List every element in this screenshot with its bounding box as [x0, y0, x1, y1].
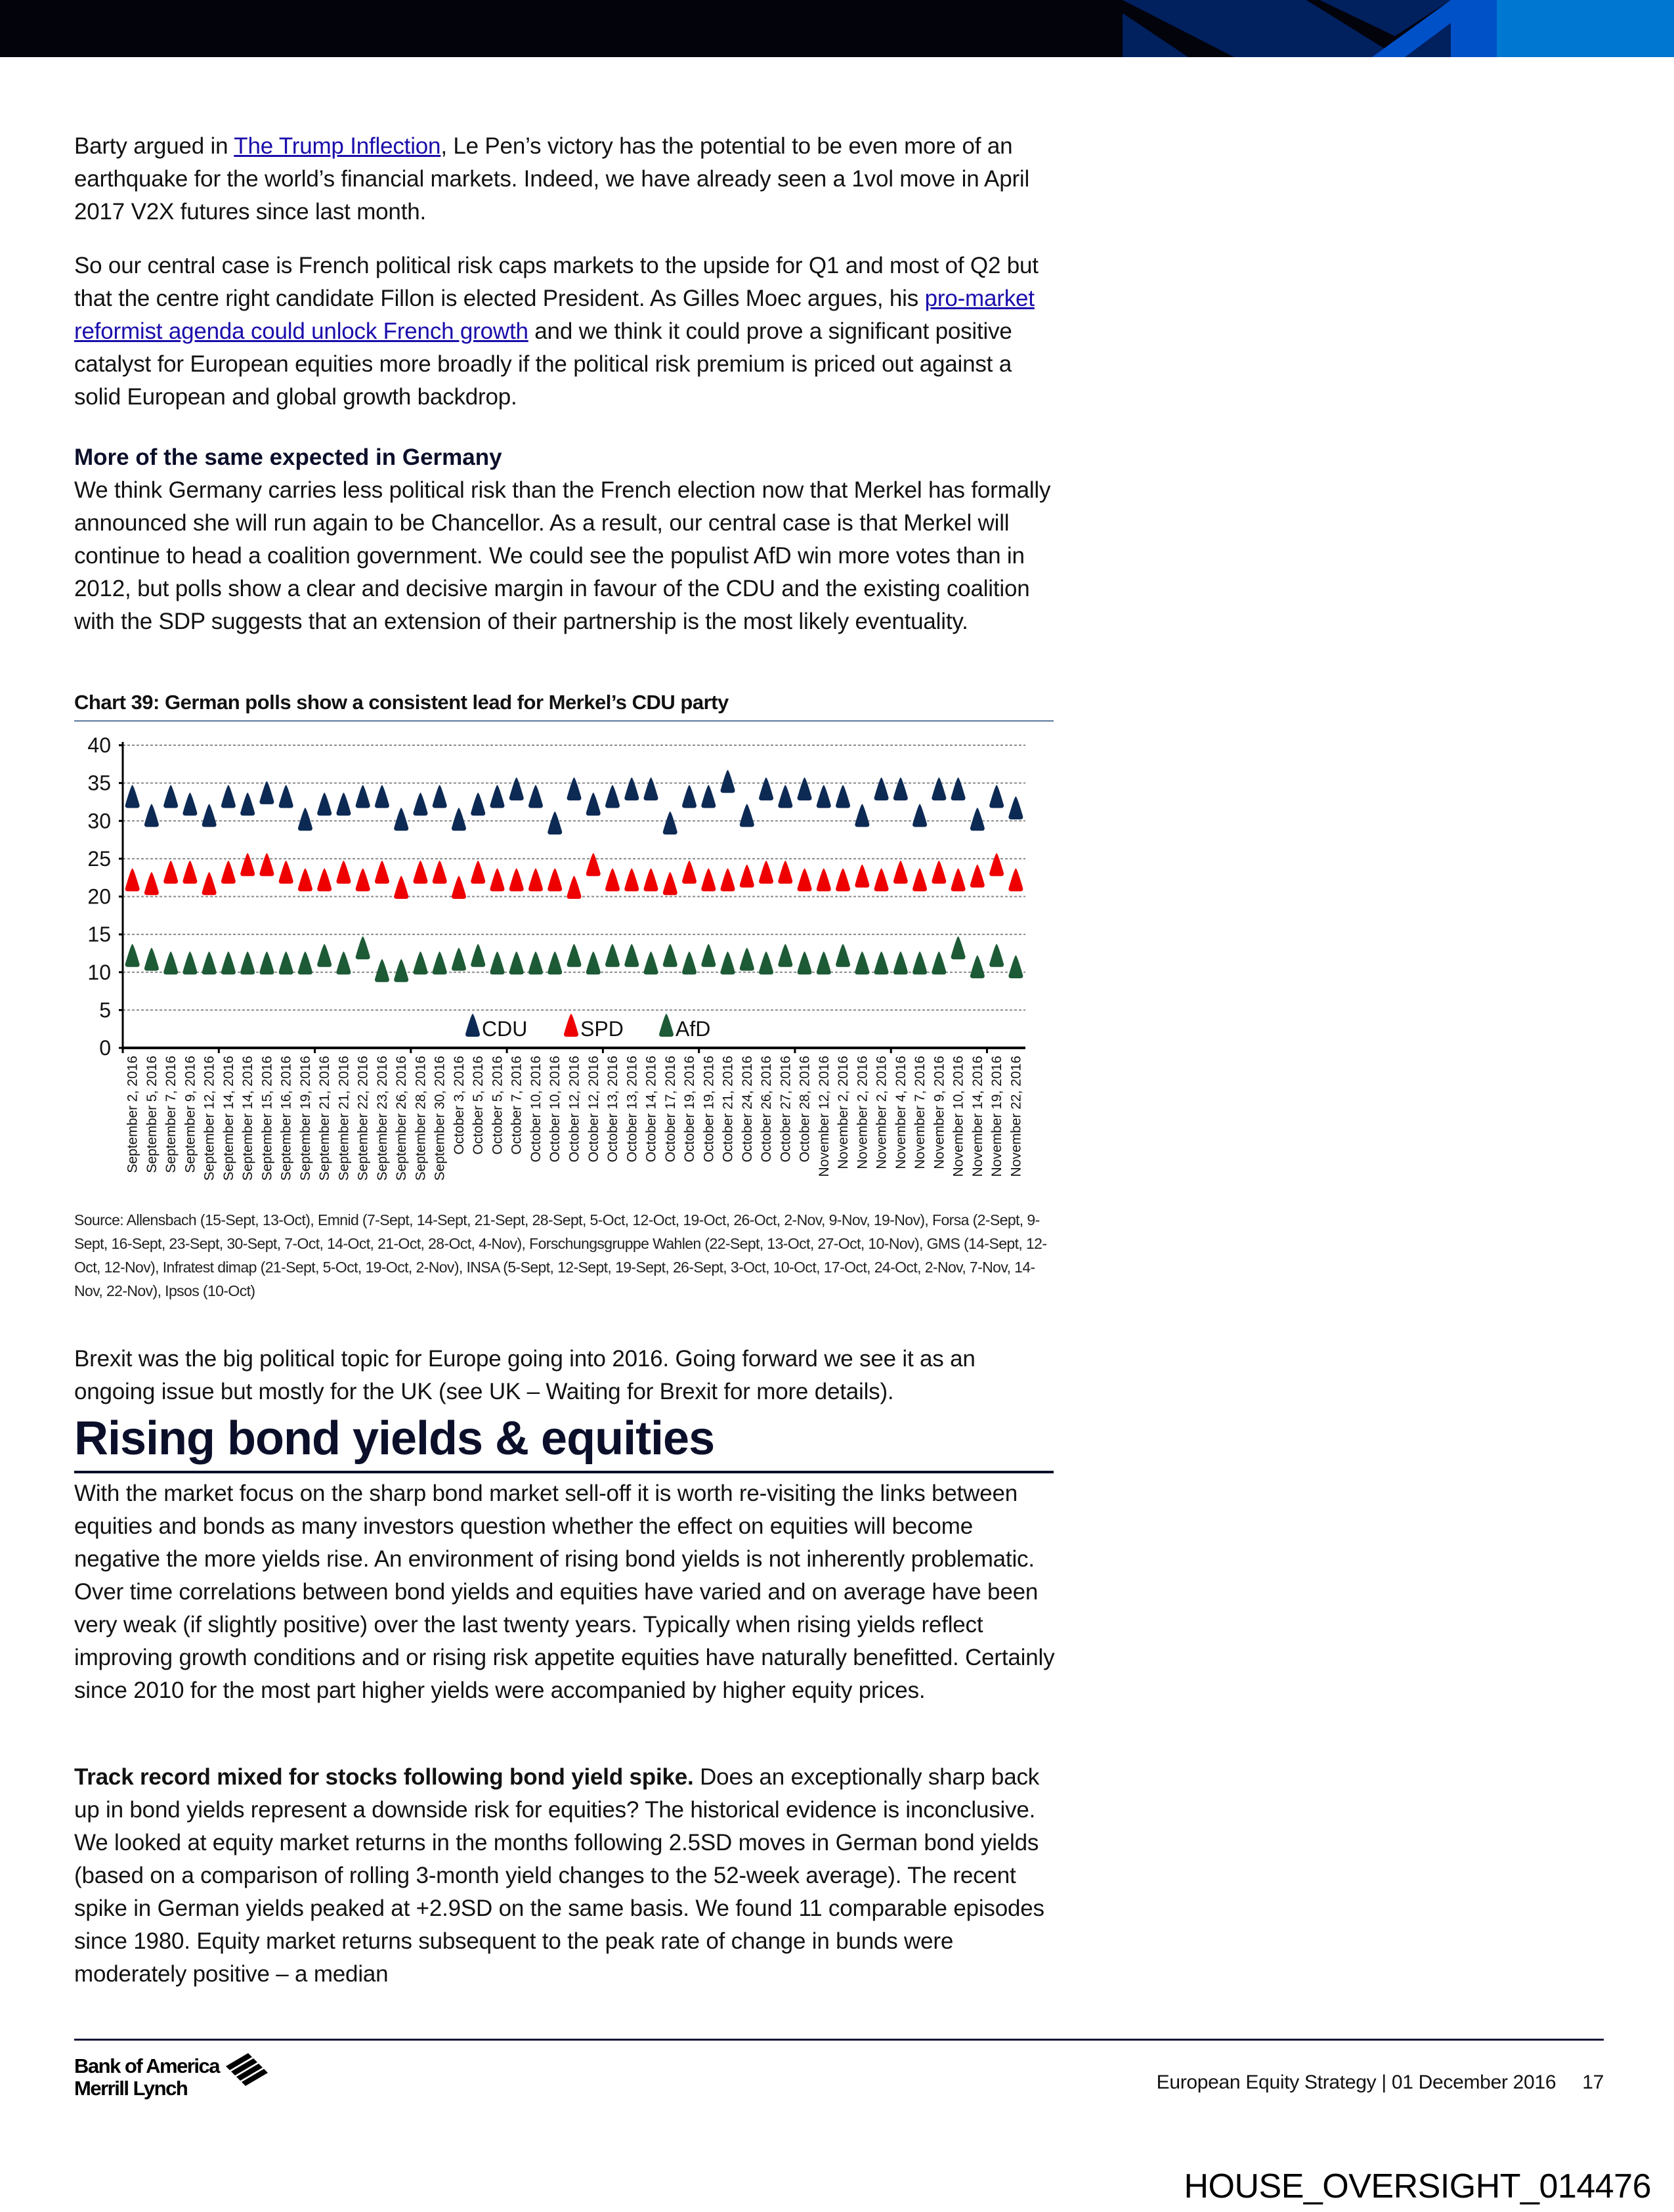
x-tick-label: October 10, 2016	[547, 1056, 563, 1163]
x-tick-label: September 21, 2016	[317, 1056, 333, 1181]
marker-afd	[356, 936, 370, 959]
marker-afd	[182, 951, 197, 974]
chart-source: Source: Allensbach (15-Sept, 13-Oct), Emnid (7-Sept, 14-Sept, 21-Sept, 28-Sept, 5-Oct, 12-Oct, 19-Oct, 26-Oct, 2-Nov, 9-Nov, 19-Nov), Forsa (2-Sept, 9-Sept, 16-Sept, 23-Sept, 30-Sept, 7-Oct, 14-Oct, 21-Oct, 28-Oct, 4-Nov), Forschungsgruppe Wahlen (22-Sept, 13-Oct, 27-Oct, 10-Nov), GMS (14-Sept, 12-Oct, 12-Nov), Infratest dimap (21-Sept, 5-Oct, 19-Oct, 2-Nov), INSA (5-Sept, 12-Sept, 19-Sept, 26-Sept, 3-Oct, 10-Oct, 17-Oct, 24-Oct, 2-Nov, 7-Nov, 14-Nov, 22-Nov), Ipsos (10-Oct)	[74, 1211, 1047, 1299]
marker-cdu	[644, 777, 658, 800]
marker-spd	[624, 868, 639, 891]
legend-label-cdu: CDU	[482, 1017, 528, 1041]
marker-cdu	[240, 792, 255, 815]
x-tick-label: November 22, 2016	[1008, 1056, 1024, 1177]
header-stripes-graphic	[0, 0, 1674, 57]
marker-cdu	[221, 785, 236, 808]
marker-afd	[240, 951, 255, 974]
marker-afd	[932, 951, 946, 974]
marker-spd	[144, 872, 159, 895]
marker-cdu	[163, 785, 178, 808]
marker-afd	[778, 944, 792, 967]
marker-spd	[182, 861, 197, 884]
marker-spd	[433, 861, 447, 884]
x-tick-label: September 7, 2016	[163, 1056, 179, 1173]
germany-section	[74, 441, 1059, 638]
marker-spd	[375, 861, 389, 884]
marker-cdu	[970, 808, 985, 831]
marker-cdu	[682, 785, 697, 808]
polls-chart	[66, 729, 1063, 1202]
header-bar	[0, 0, 1674, 57]
x-tick-label: October 14, 2016	[643, 1056, 659, 1163]
x-tick-label: October 13, 2016	[624, 1056, 640, 1163]
marker-spd	[817, 868, 831, 891]
germany-heading: More of the same expected in Germany	[74, 445, 502, 470]
marker-afd	[413, 951, 427, 974]
marker-cdu	[298, 808, 312, 831]
legend-marker-cdu	[465, 1014, 480, 1037]
marker-spd	[452, 876, 466, 899]
marker-afd	[567, 944, 582, 967]
section-title-rule	[74, 1471, 1054, 1473]
marker-spd	[912, 868, 927, 891]
marker-cdu	[547, 812, 562, 835]
x-tick-label: October 24, 2016	[739, 1056, 755, 1163]
germany-paragraph: We think Germany carries less political risk than the French election now that Merkel has formally announced she will run again to be Chancellor. As a result, our central case is that Merkel will continue to head a coalition government. We could see the populist AfD win more votes than in 2012, but polls show a clear and decisive margin in favour of the CDU and the existing coalition with the SDP suggests that an extension of their partnership is the most likely eventuality.	[74, 477, 1051, 634]
marker-spd	[221, 861, 236, 884]
marker-cdu	[1008, 796, 1023, 819]
x-tick-label: November 12, 2016	[816, 1056, 832, 1177]
bonds-lead-heading: Track record mixed for stocks following bond yield spike.	[74, 1764, 694, 1790]
bonds-paragraph-2	[74, 1761, 1059, 1991]
marker-afd	[798, 951, 812, 974]
marker-cdu	[989, 785, 1004, 808]
marker-afd	[144, 947, 159, 970]
marker-cdu	[125, 785, 140, 808]
marker-afd	[644, 951, 658, 974]
marker-cdu	[528, 785, 543, 808]
x-tick-label: September 5, 2016	[144, 1056, 160, 1173]
marker-afd	[394, 959, 408, 982]
marker-cdu	[356, 785, 370, 808]
paragraph-trump-inflection	[74, 130, 1059, 228]
x-tick-label: October 17, 2016	[662, 1056, 678, 1163]
x-tick-label: November 14, 2016	[970, 1056, 985, 1177]
x-tick-label: September 2, 2016	[125, 1056, 140, 1173]
y-tick-label: 10	[87, 960, 111, 984]
marker-spd	[586, 853, 601, 876]
marker-afd	[855, 951, 869, 974]
x-tick-label: October 19, 2016	[682, 1056, 698, 1163]
y-tick-label: 40	[87, 733, 111, 757]
x-tick-label: September 14, 2016	[240, 1056, 256, 1181]
marker-cdu	[912, 804, 927, 827]
x-tick-label: November 2, 2016	[874, 1056, 890, 1169]
x-tick-label: October 12, 2016	[586, 1056, 601, 1163]
x-tick-label: November 19, 2016	[989, 1056, 1005, 1177]
para2-text-post: and we think it could prove a significant positive catalyst for European equities more broadly if the political risk premium is priced out against a solid European and global growth backdrop.	[74, 318, 1012, 410]
y-tick-label: 20	[87, 884, 111, 909]
marker-afd	[721, 951, 735, 974]
marker-afd	[817, 951, 831, 974]
legend-label-afd: AfD	[676, 1017, 711, 1041]
marker-afd	[759, 951, 773, 974]
marker-spd	[798, 868, 812, 891]
marker-cdu	[721, 770, 735, 793]
x-tick-label: September 26, 2016	[394, 1056, 410, 1181]
report-name-date: European Equity Strategy | 01 December 2016	[1156, 2071, 1556, 2093]
bonds-text-1: With the market focus on the sharp bond market sell-off it is worth re-visiting the links between equities and bonds as many investors question whether the effect on equities will become negative the more yields rise. An environment of rising bond yields is not inherently problematic. Over time correlations between bond yields and equities have varied and on average have been very weak (if slightly positive) over the last twenty years. Typically when rising yields reflect improving growth conditions and or rising risk appetite equities have naturally benefitted. Certainly since 2010 for the most part higher yields were accompanied by higher equity prices.	[74, 1481, 1055, 1703]
marker-cdu	[855, 804, 869, 827]
x-tick-label: September 14, 2016	[221, 1056, 236, 1181]
marker-spd	[740, 865, 754, 888]
marker-afd	[547, 951, 562, 974]
y-tick-label: 30	[87, 809, 111, 833]
marker-afd	[912, 951, 927, 974]
marker-spd	[298, 868, 312, 891]
trump-inflection-link[interactable]: The Trump Inflection	[234, 133, 441, 159]
marker-afd	[259, 951, 274, 974]
marker-cdu	[817, 785, 831, 808]
chart-title-rule	[74, 720, 1054, 722]
marker-afd	[893, 951, 908, 974]
marker-spd	[163, 861, 178, 884]
marker-spd	[125, 868, 140, 891]
legend-label-spd: SPD	[580, 1017, 624, 1041]
marker-afd	[433, 951, 447, 974]
marker-afd	[663, 944, 677, 967]
marker-spd	[509, 868, 524, 891]
marker-cdu	[740, 804, 754, 827]
paragraph-central-case	[74, 249, 1059, 414]
marker-cdu	[394, 808, 408, 831]
marker-cdu	[202, 804, 217, 827]
section-title: Rising bond yields & equities	[74, 1412, 715, 1465]
marker-spd	[778, 861, 792, 884]
marker-afd	[509, 951, 524, 974]
marker-afd	[279, 951, 293, 974]
marker-cdu	[778, 785, 792, 808]
marker-afd	[874, 951, 889, 974]
flag-logo-icon	[222, 2052, 274, 2091]
marker-afd	[1008, 955, 1023, 978]
x-tick-label: November 2, 2016	[855, 1056, 870, 1169]
page-number: 17	[1582, 2071, 1604, 2093]
bonds-paragraph-1	[74, 1477, 1059, 1707]
marker-cdu	[586, 792, 601, 815]
bank-logo	[74, 2055, 219, 2100]
french-growth-link[interactable]: pro-market reformist agenda could unlock French growth	[74, 286, 1035, 344]
legend-marker-spd	[564, 1014, 578, 1037]
marker-spd	[893, 861, 908, 884]
para2-text-pre: So our central case is French political risk caps markets to the upside for Q1 and most of Q2 but that the centre right candidate Fillon is elected President. As Gilles Moec argues, his	[74, 253, 1039, 311]
y-tick-label: 35	[87, 771, 111, 795]
footer-report-info	[1157, 2071, 1604, 2094]
x-tick-label: September 19, 2016	[297, 1056, 313, 1181]
marker-spd	[932, 861, 946, 884]
bonds-text-2: Does an exceptionally sharp back up in bond yields represent a downside risk for equities? The historical evidence is inconclusive. We looked at equity market returns in the months following 2.5SD moves in German bond yields (based on a comparison of rolling 3-month yield changes to the 52-week average). The recent spike in German yields peaked at +2.9SD on the same basis. We found 11 comparable episodes since 1980. Equity market returns subsequent to the peak rate of change in bunds were moderately positive – a median	[74, 1764, 1044, 1987]
marker-spd	[490, 868, 504, 891]
marker-afd	[163, 951, 178, 974]
marker-spd	[317, 868, 332, 891]
marker-spd	[644, 868, 658, 891]
x-tick-label: November 7, 2016	[912, 1056, 928, 1169]
x-tick-label: October 12, 2016	[567, 1056, 582, 1163]
x-tick-label: November 4, 2016	[893, 1056, 909, 1169]
marker-cdu	[605, 785, 620, 808]
marker-cdu	[279, 785, 293, 808]
marker-spd	[701, 868, 716, 891]
marker-afd	[586, 951, 601, 974]
y-tick-label: 25	[87, 846, 111, 871]
marker-cdu	[471, 792, 485, 815]
marker-cdu	[259, 781, 274, 804]
x-tick-label: September 28, 2016	[413, 1056, 429, 1181]
marker-cdu	[893, 777, 908, 800]
marker-afd	[375, 959, 389, 982]
y-tick-label: 5	[99, 998, 111, 1022]
marker-afd	[452, 947, 466, 970]
marker-cdu	[452, 808, 466, 831]
marker-afd	[471, 944, 485, 967]
marker-spd	[759, 861, 773, 884]
marker-afd	[221, 951, 236, 974]
x-tick-label: November 10, 2016	[951, 1056, 966, 1177]
footer-rule	[74, 2039, 1604, 2041]
marker-afd	[336, 951, 351, 974]
legend-marker-afd	[659, 1014, 674, 1037]
marker-spd	[874, 868, 889, 891]
brexit-paragraph	[74, 1343, 1059, 1408]
marker-cdu	[951, 777, 966, 800]
x-tick-label: September 9, 2016	[182, 1056, 198, 1173]
marker-spd	[951, 868, 966, 891]
marker-spd	[259, 853, 274, 876]
x-tick-label: September 12, 2016	[202, 1056, 217, 1181]
marker-cdu	[490, 785, 504, 808]
marker-afd	[202, 951, 217, 974]
marker-spd	[989, 853, 1004, 876]
x-tick-label: October 26, 2016	[759, 1056, 775, 1163]
marker-afd	[682, 951, 697, 974]
marker-afd	[701, 944, 716, 967]
x-tick-label: September 23, 2016	[374, 1056, 390, 1181]
marker-spd	[1008, 868, 1023, 891]
marker-spd	[202, 872, 217, 895]
marker-spd	[336, 861, 351, 884]
marker-cdu	[567, 777, 582, 800]
marker-cdu	[624, 777, 639, 800]
marker-afd	[298, 951, 312, 974]
x-tick-label: October 7, 2016	[509, 1056, 525, 1155]
x-tick-label: November 9, 2016	[932, 1056, 947, 1169]
marker-cdu	[317, 792, 332, 815]
document-stamp: HOUSE_OVERSIGHT_014476	[1184, 2167, 1651, 2205]
marker-afd	[317, 944, 332, 967]
chart-title: Chart 39: German polls show a consistent lead for Merkel’s CDU party	[74, 691, 729, 714]
marker-spd	[855, 865, 869, 888]
x-tick-label: October 28, 2016	[797, 1056, 813, 1163]
x-tick-label: October 13, 2016	[605, 1056, 621, 1163]
logo-line-1: Bank of America	[74, 2054, 219, 2077]
marker-cdu	[701, 785, 716, 808]
x-tick-label: October 10, 2016	[528, 1056, 544, 1163]
marker-cdu	[336, 792, 351, 815]
x-tick-label: October 27, 2016	[778, 1056, 794, 1163]
marker-spd	[547, 868, 562, 891]
x-tick-label: October 5, 2016	[471, 1056, 486, 1155]
marker-spd	[528, 868, 543, 891]
marker-cdu	[932, 777, 946, 800]
marker-cdu	[836, 785, 850, 808]
marker-afd	[125, 944, 140, 967]
marker-afd	[605, 944, 620, 967]
x-tick-label: September 22, 2016	[355, 1056, 371, 1181]
marker-cdu	[182, 792, 197, 815]
x-tick-label: September 30, 2016	[432, 1056, 448, 1181]
marker-spd	[279, 861, 293, 884]
marker-spd	[240, 853, 255, 876]
marker-spd	[605, 868, 620, 891]
marker-spd	[394, 876, 408, 899]
marker-spd	[970, 865, 985, 888]
x-tick-label: September 21, 2016	[336, 1056, 352, 1181]
marker-spd	[413, 861, 427, 884]
logo-line-2: Merrill Lynch	[74, 2077, 188, 2100]
marker-afd	[989, 944, 1004, 967]
x-tick-label: September 16, 2016	[278, 1056, 294, 1181]
x-tick-label: October 19, 2016	[701, 1056, 717, 1163]
marker-afd	[951, 936, 966, 959]
marker-spd	[356, 868, 370, 891]
y-tick-label: 15	[87, 922, 111, 947]
marker-spd	[567, 876, 582, 899]
brexit-text: Brexit was the big political topic for Europe going into 2016. Going forward we see it as an ongoing issue but mostly for the UK (see UK – Waiting for Brexit for more details).	[74, 1346, 976, 1404]
x-tick-label: October 5, 2016	[490, 1056, 505, 1155]
marker-spd	[682, 861, 697, 884]
marker-spd	[836, 868, 850, 891]
marker-spd	[663, 872, 677, 895]
marker-cdu	[375, 785, 389, 808]
x-tick-label: October 3, 2016	[451, 1056, 467, 1155]
marker-afd	[490, 951, 504, 974]
para1-text-post: , Le Pen’s victory has the potential to be even more of an earthquake for the world’s financial markets. Indeed, we have already seen a 1vol move in April 2017 V2X futures since last month.	[74, 133, 1030, 225]
marker-cdu	[759, 777, 773, 800]
marker-afd	[970, 955, 985, 978]
marker-spd	[471, 861, 485, 884]
x-tick-label: September 15, 2016	[259, 1056, 275, 1181]
marker-cdu	[798, 777, 812, 800]
marker-cdu	[413, 792, 427, 815]
y-tick-label: 0	[99, 1036, 111, 1060]
marker-cdu	[874, 777, 889, 800]
para1-text-pre: Barty argued in	[74, 133, 234, 159]
marker-afd	[740, 947, 754, 970]
marker-cdu	[144, 804, 159, 827]
marker-cdu	[663, 812, 677, 835]
marker-afd	[624, 944, 639, 967]
marker-cdu	[509, 777, 524, 800]
x-tick-label: October 21, 2016	[720, 1056, 736, 1163]
x-tick-label: November 2, 2016	[836, 1056, 851, 1169]
marker-afd	[836, 944, 850, 967]
marker-afd	[528, 951, 543, 974]
marker-cdu	[433, 785, 447, 808]
marker-spd	[721, 868, 735, 891]
